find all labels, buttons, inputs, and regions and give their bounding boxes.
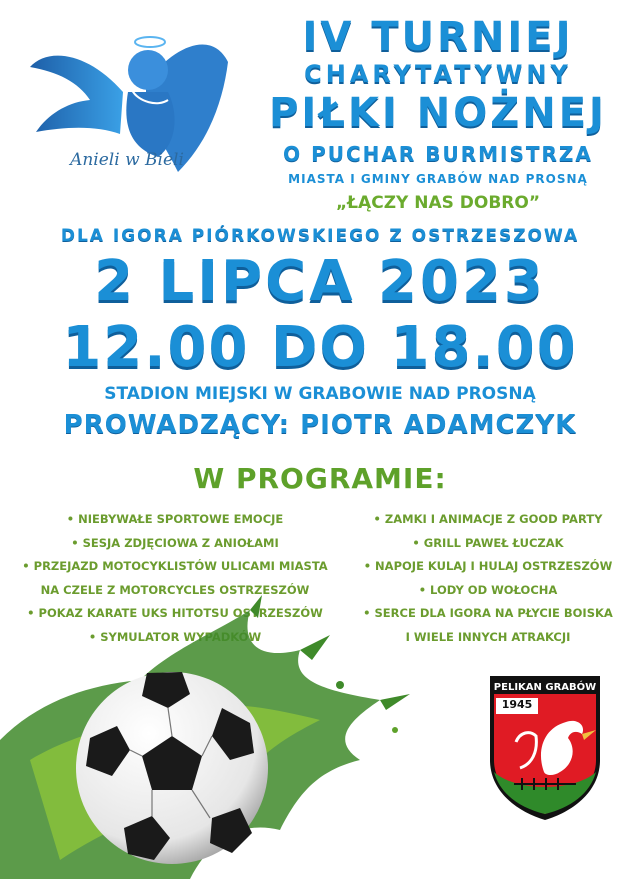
football-icon — [72, 668, 272, 868]
title-line-1: IV TURNIEJ — [302, 14, 574, 60]
list-item: I WIELE INNYCH ATRAKCJI — [405, 629, 571, 644]
list-item: • NIEBYWAŁE SPORTOWE EMOCJE — [66, 512, 284, 526]
municipality-line: MIASTA I GMINY GRABÓW NAD PROSNĄ — [288, 172, 588, 186]
club-crest-icon — [486, 672, 604, 822]
title-line-3: PIŁKI NOŻNEJ — [269, 90, 607, 136]
list-item: • SYMULATOR WYPADKÓW — [88, 629, 262, 644]
list-item: • SERCE DLA IGORA NA PŁYCIE BOISKA — [363, 606, 613, 620]
logo-text: Anieli w Bieli — [70, 150, 184, 170]
list-item: NA CZELE Z MOTORCYCLES OSTRZESZÓW — [40, 582, 310, 597]
title-line-2: CHARYTATYWNY — [304, 60, 572, 88]
event-venue: STADION MIEJSKI W GRABOWIE NAD PROSNĄ — [104, 384, 536, 404]
list-item: • LODY OD WOŁOCHA — [418, 582, 558, 597]
crest-title: PELIKAN GRABÓW — [493, 682, 597, 693]
slogan: „ŁĄCZY NAS DOBRO” — [335, 193, 541, 213]
list-item: • ZAMKI I ANIMACJE Z GOOD PARTY — [373, 512, 603, 526]
list-item: • GRILL PAWEŁ ŁUCZAK — [412, 535, 564, 550]
event-host: PROWADZĄCY: PIOTR ADAMCZYK — [63, 410, 577, 440]
program-title: W PROGRAMIE: — [193, 462, 447, 495]
list-item: • NAPOJE KULAJ I HULAJ OSTRZESZÓW — [363, 559, 613, 573]
dedication: DLA IGORA PIÓRKOWSKIEGO Z OSTRZESZOWA — [60, 226, 580, 246]
crest-year: 1945 — [501, 698, 533, 711]
list-item: • PRZEJAZD MOTOCYKLISTÓW ULICAMI MIASTA — [22, 559, 328, 573]
event-date: 2 LIPCA 2023 — [94, 249, 546, 314]
list-item: • SESJA ZDJĘCIOWA Z ANIOŁAMI — [71, 535, 279, 550]
event-time: 12.00 DO 18.00 — [62, 315, 578, 380]
cup-line: O PUCHAR BURMISTRZA — [283, 142, 593, 166]
list-item: • POKAZ KARATE UKS HITOTSU OSTRZESZÓW — [27, 606, 323, 620]
